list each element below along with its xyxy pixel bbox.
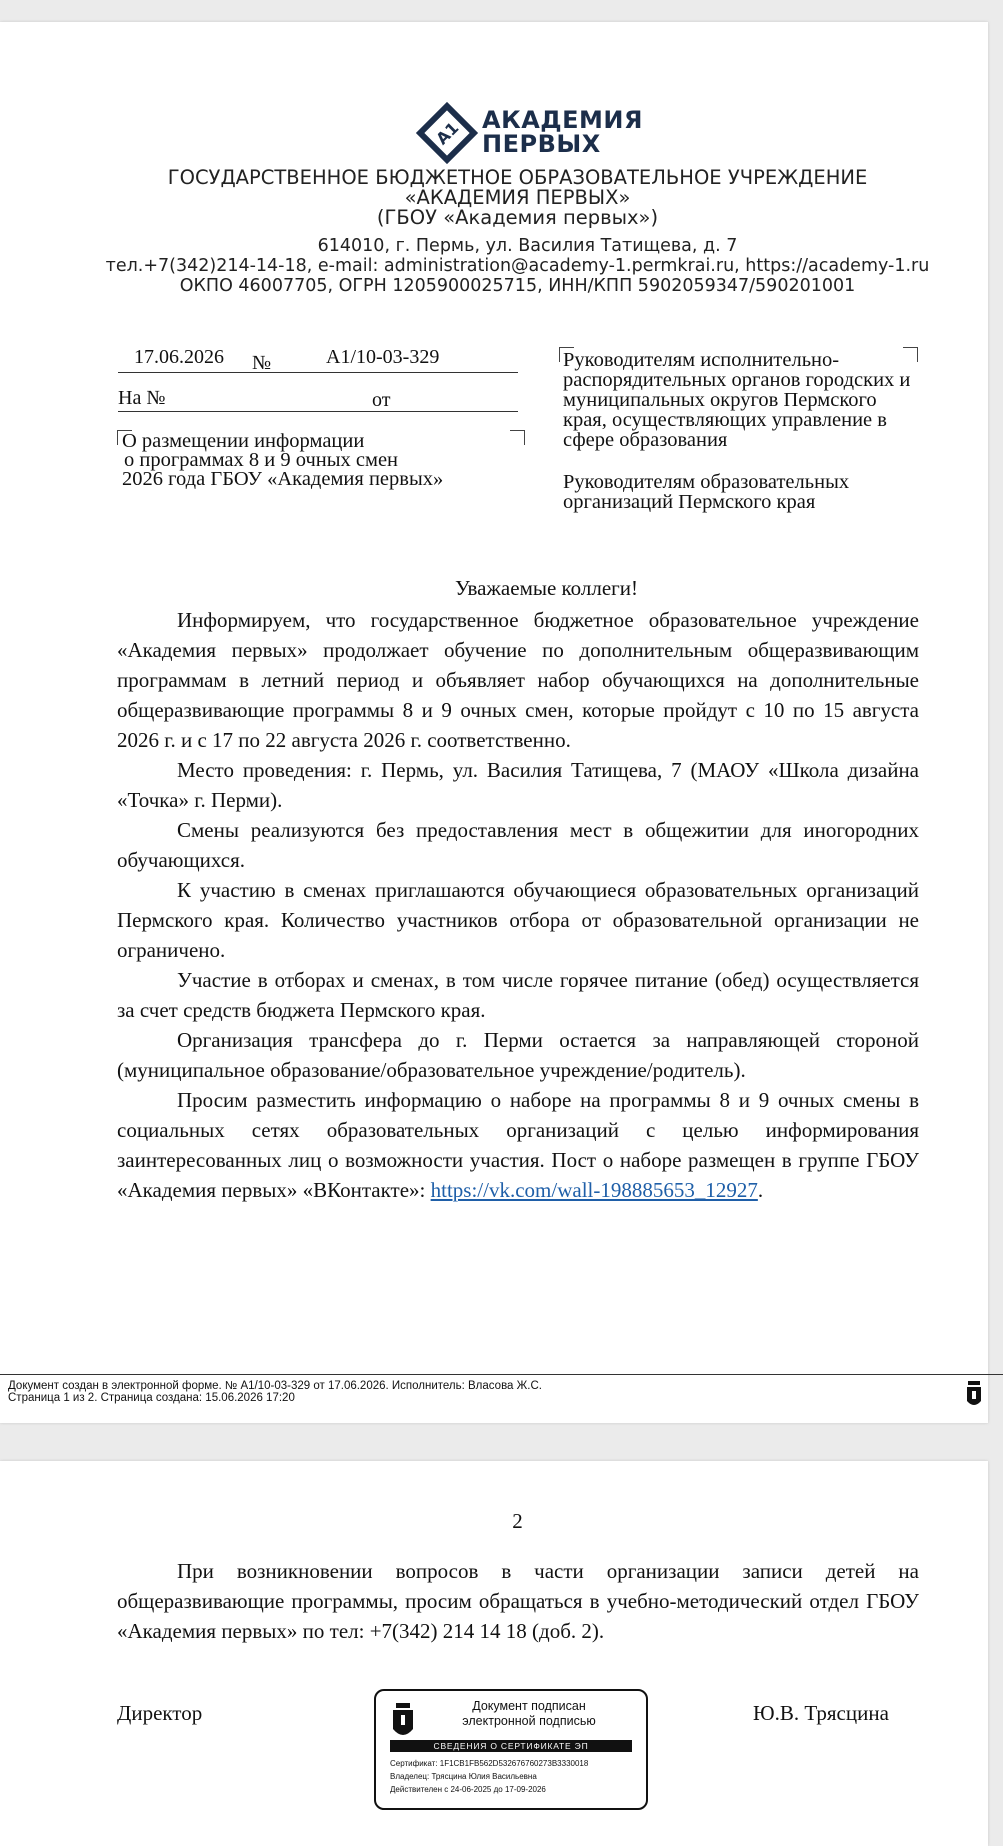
signer-role: Директор — [117, 1701, 203, 1725]
letter-body — [117, 605, 919, 1205]
paragraph: Смены реализуются без предоставления мест в общежитии для иногородних обучающихся. — [117, 818, 919, 872]
paragraph: При возникновении вопросов в части организации записи детей на общеразвивающие программы, просим обращаться в учебно-методический отдел ГБОУ «Академия первых» по тел: +7(342) 214 14 18 (доб. 2). — [117, 1559, 919, 1643]
organization-address: 614010, г. Пермь, ул. Василия Татищева, д. 7 — [317, 236, 738, 256]
footer-divider — [0, 1374, 1003, 1375]
document-footer: Документ создан в электронной форме. № А1/10-03-329 от 17.06.2026. Исполнитель: Власова Ж.С. Страница 1 из 2. Страница создана: 15.06.2026 17:20 — [8, 1380, 542, 1404]
from-label: от — [372, 389, 391, 411]
addressee-group-2: Руководителям образовательных организаций Пермского края — [563, 471, 850, 513]
document-date: 17.06.2026 — [134, 346, 224, 368]
logo-wordmark: АКАДЕМИЯ ПЕРВЫХ — [482, 106, 643, 158]
paragraph: Участие в отборах и сменах, в том числе горячее питание (обед) осуществляется за счет средств бюджета Пермского края. — [117, 968, 919, 1022]
addressee-group-1: Руководителям исполнительно-распорядительных органов городских и муниципальных округов Пермского края, осуществляющих управление в сфере образования — [563, 349, 911, 451]
paragraph: Место проведения: г. Пермь, ул. Василия Татищева, 7 (МАОУ «Школа дизайна «Точка» г. Перми). — [117, 758, 920, 812]
vk-post-link[interactable]: https://vk.com/wall-198885653_12927 — [430, 1178, 758, 1202]
addressee-block — [563, 350, 923, 512]
perm-region-emblem-icon — [390, 1701, 416, 1741]
organization-phone-email: тел.+7(342)214-14-18, e-mail: administration@academy-1.permkrai.ru, https://academy-1.ru — [105, 256, 930, 276]
academy-logo — [416, 94, 643, 174]
letter-subject: О размещении информации о программах 8 и 9 очных смен 2026 года ГБОУ «Академия первых» — [122, 430, 444, 490]
greeting: Уважаемые коллеги! — [454, 576, 639, 600]
number-sign: № — [252, 352, 272, 374]
organization-name: ГОСУДАРСТВЕННОЕ БЮДЖЕТНОЕ ОБРАЗОВАТЕЛЬНОЕ УЧРЕЖДЕНИЕ «АКАДЕМИЯ ПЕРВЫХ» (ГБОУ «Академия первых») — [167, 166, 868, 229]
logo-mark-icon — [416, 102, 478, 164]
electronic-signature-stamp — [374, 1689, 648, 1810]
in-reply-label: На № — [118, 387, 166, 409]
reply-line — [118, 411, 518, 412]
paragraph: Организация трансфера до г. Перми остается за направляющей стороной (муниципальное образование/образовательное учреждение/родитель). — [117, 1028, 919, 1082]
organization-contacts — [0, 236, 1003, 296]
stamp-certificate-details: Сертификат: 1F1CB1FB562D532676760273B3330018 Владелец: Трясцина Юлия Васильевна Действителен с 24-06-2025 до 17-09-2026 — [390, 1759, 589, 1794]
paragraph: К участию в сменах приглашаются обучающиеся образовательных организаций Пермского края. Количество участников отбора от образовательной организации не ограничено. — [117, 878, 919, 962]
perm-region-emblem-icon — [964, 1379, 984, 1409]
paragraph: Информируем, что государственное бюджетное образовательное учреждение «Академия первых» продолжает обучение по дополнительным общеразвивающим программам в летний период и объявляет набор обучающихся на дополнительные общеразвивающие программы 8 и 9 очных смен, которые пройдут с 10 по 15 августа 2026 г. и с 17 по 22 августа 2026 г. соответственно. — [117, 608, 919, 752]
stamp-certificate-header: СВЕДЕНИЯ О СЕРТИФИКАТЕ ЭП — [390, 1740, 632, 1752]
page-number: 2 — [512, 1509, 523, 1533]
date-number-line — [118, 372, 518, 373]
organization-codes: ОКПО 46007705, ОГРН 1205900025715, ИНН/КПП 5902059347/590201001 — [179, 276, 856, 296]
stamp-title: Документ подписан электронной подписью — [462, 1699, 596, 1728]
svg-text:A1: A1 — [432, 118, 463, 149]
paragraph: Просим разместить информацию о наборе на программы 8 и 9 очных смены в социальных сетях образовательных организаций с целью информирования заинтересованных лиц о возможности участия. Пост о наборе размещен в группе ГБОУ «Академия первых» «ВКонтакте»: https://vk.com/wall-198885653_12927. — [117, 1088, 919, 1202]
page2-body — [117, 1556, 919, 1646]
document-number: А1/10-03-329 — [326, 346, 440, 368]
signer-name: Ю.В. Трясцина — [753, 1701, 889, 1725]
